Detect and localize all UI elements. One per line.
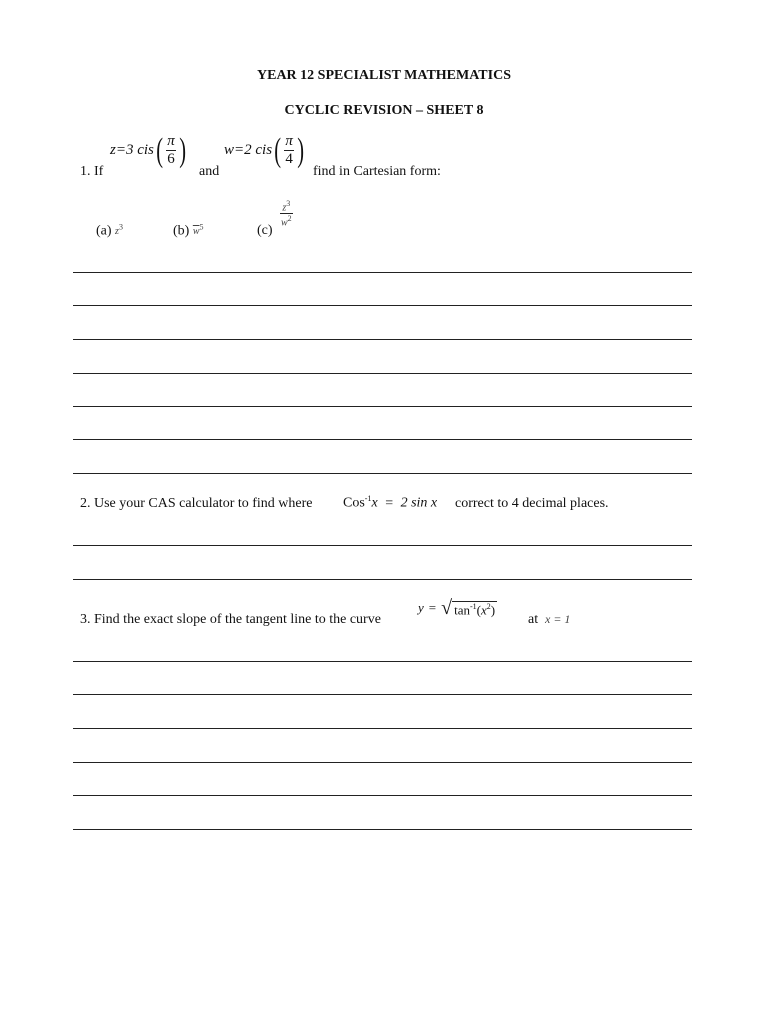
q1-part-b-base: $\overline{w}$	[192, 226, 200, 238]
q3-eq: =	[428, 600, 437, 616]
q3-prefix: 3. Find the exact slope of the tangent line to the curve	[80, 612, 381, 627]
answer-line[interactable]	[73, 305, 692, 306]
q1-part-b-label: (b)	[173, 223, 190, 239]
answer-line[interactable]	[73, 661, 692, 662]
q1-part-b-expr	[192, 223, 204, 238]
answer-line[interactable]	[73, 762, 692, 763]
q3-fn: tan	[454, 602, 470, 618]
q1-part-a-base: z	[115, 226, 119, 238]
right-paren-icon: )	[297, 131, 304, 169]
q1-part-a-label: (a)	[96, 223, 112, 239]
answer-line[interactable]	[73, 339, 692, 340]
q1-part-a-exp: 3	[118, 223, 123, 232]
q2-prefix: 2. Use your CAS calculator to find where	[80, 496, 313, 511]
page-subtitle: CYCLIC REVISION – SHEET 8	[284, 103, 484, 118]
right-paren-icon: )	[178, 131, 186, 169]
q3-fn-exp: -1	[470, 602, 477, 611]
answer-line[interactable]	[73, 694, 692, 695]
q3-curve-expr	[418, 598, 497, 618]
left-paren-icon: (	[274, 131, 282, 169]
answer-line[interactable]	[73, 829, 692, 830]
q3-at: at	[528, 612, 539, 627]
q1-part-c-num-exp: 3	[286, 199, 291, 208]
q1-part-c-num	[281, 199, 291, 213]
q1-z-num: π	[167, 133, 175, 149]
answer-line[interactable]	[73, 439, 692, 440]
q1-z-den: 6	[167, 151, 175, 167]
answer-line[interactable]	[73, 373, 692, 374]
q2-lhs-exp: -1	[364, 494, 372, 503]
q1-part-c-den	[280, 213, 293, 228]
q1-w-definition	[224, 133, 306, 168]
q2-equation	[343, 494, 437, 512]
q1-z-definition	[110, 133, 188, 168]
q1-part-c-den-exp: 2	[287, 214, 292, 224]
q1-z-expr: z=3 cis	[110, 142, 154, 158]
q1-suffix: find in Cartesian form:	[313, 164, 441, 179]
q2-suffix: correct to 4 decimal places.	[455, 496, 609, 511]
answer-line[interactable]	[73, 795, 692, 796]
q1-part-a-expr	[115, 223, 123, 238]
q1-w-num: π	[285, 133, 293, 149]
q2-rhs: 2 sin x	[400, 495, 438, 511]
q2-eq: =	[385, 495, 394, 511]
q1-part-b	[173, 223, 204, 239]
q1-w-expr: w=2 cis	[224, 142, 273, 158]
q1-part-b-exp: 5	[199, 223, 204, 232]
answer-line[interactable]	[73, 545, 692, 546]
left-paren-icon: (	[156, 131, 163, 169]
q1-part-c-num-base: z	[282, 202, 287, 214]
q3-y: y	[418, 600, 424, 616]
answer-line[interactable]	[73, 272, 692, 273]
answer-line[interactable]	[73, 473, 692, 474]
page-title: YEAR 12 SPECIALIST MATHEMATICS	[257, 68, 511, 83]
q1-part-c-expr	[279, 199, 294, 229]
sqrt-icon: √ $\tan^{-1}(x^2)$	[441, 597, 496, 619]
q1-prefix: 1. If	[80, 164, 104, 179]
q1-w-den: 4	[285, 151, 293, 167]
q2-lhs-fn: Cos	[343, 495, 365, 511]
q1-part-a	[96, 223, 123, 239]
q1-and: and	[199, 164, 220, 179]
q3-at-expr: x = 1	[545, 612, 571, 626]
q1-part-c-den-base: w	[281, 217, 288, 229]
answer-line[interactable]	[73, 579, 692, 580]
q3-arg-var: x	[481, 602, 487, 618]
answer-line[interactable]	[73, 406, 692, 407]
answer-line[interactable]	[73, 728, 692, 729]
q1-part-c-label: (c)	[257, 223, 273, 238]
q2-lhs-var: x	[371, 495, 378, 511]
q3-arg-exp: 2	[486, 602, 491, 611]
